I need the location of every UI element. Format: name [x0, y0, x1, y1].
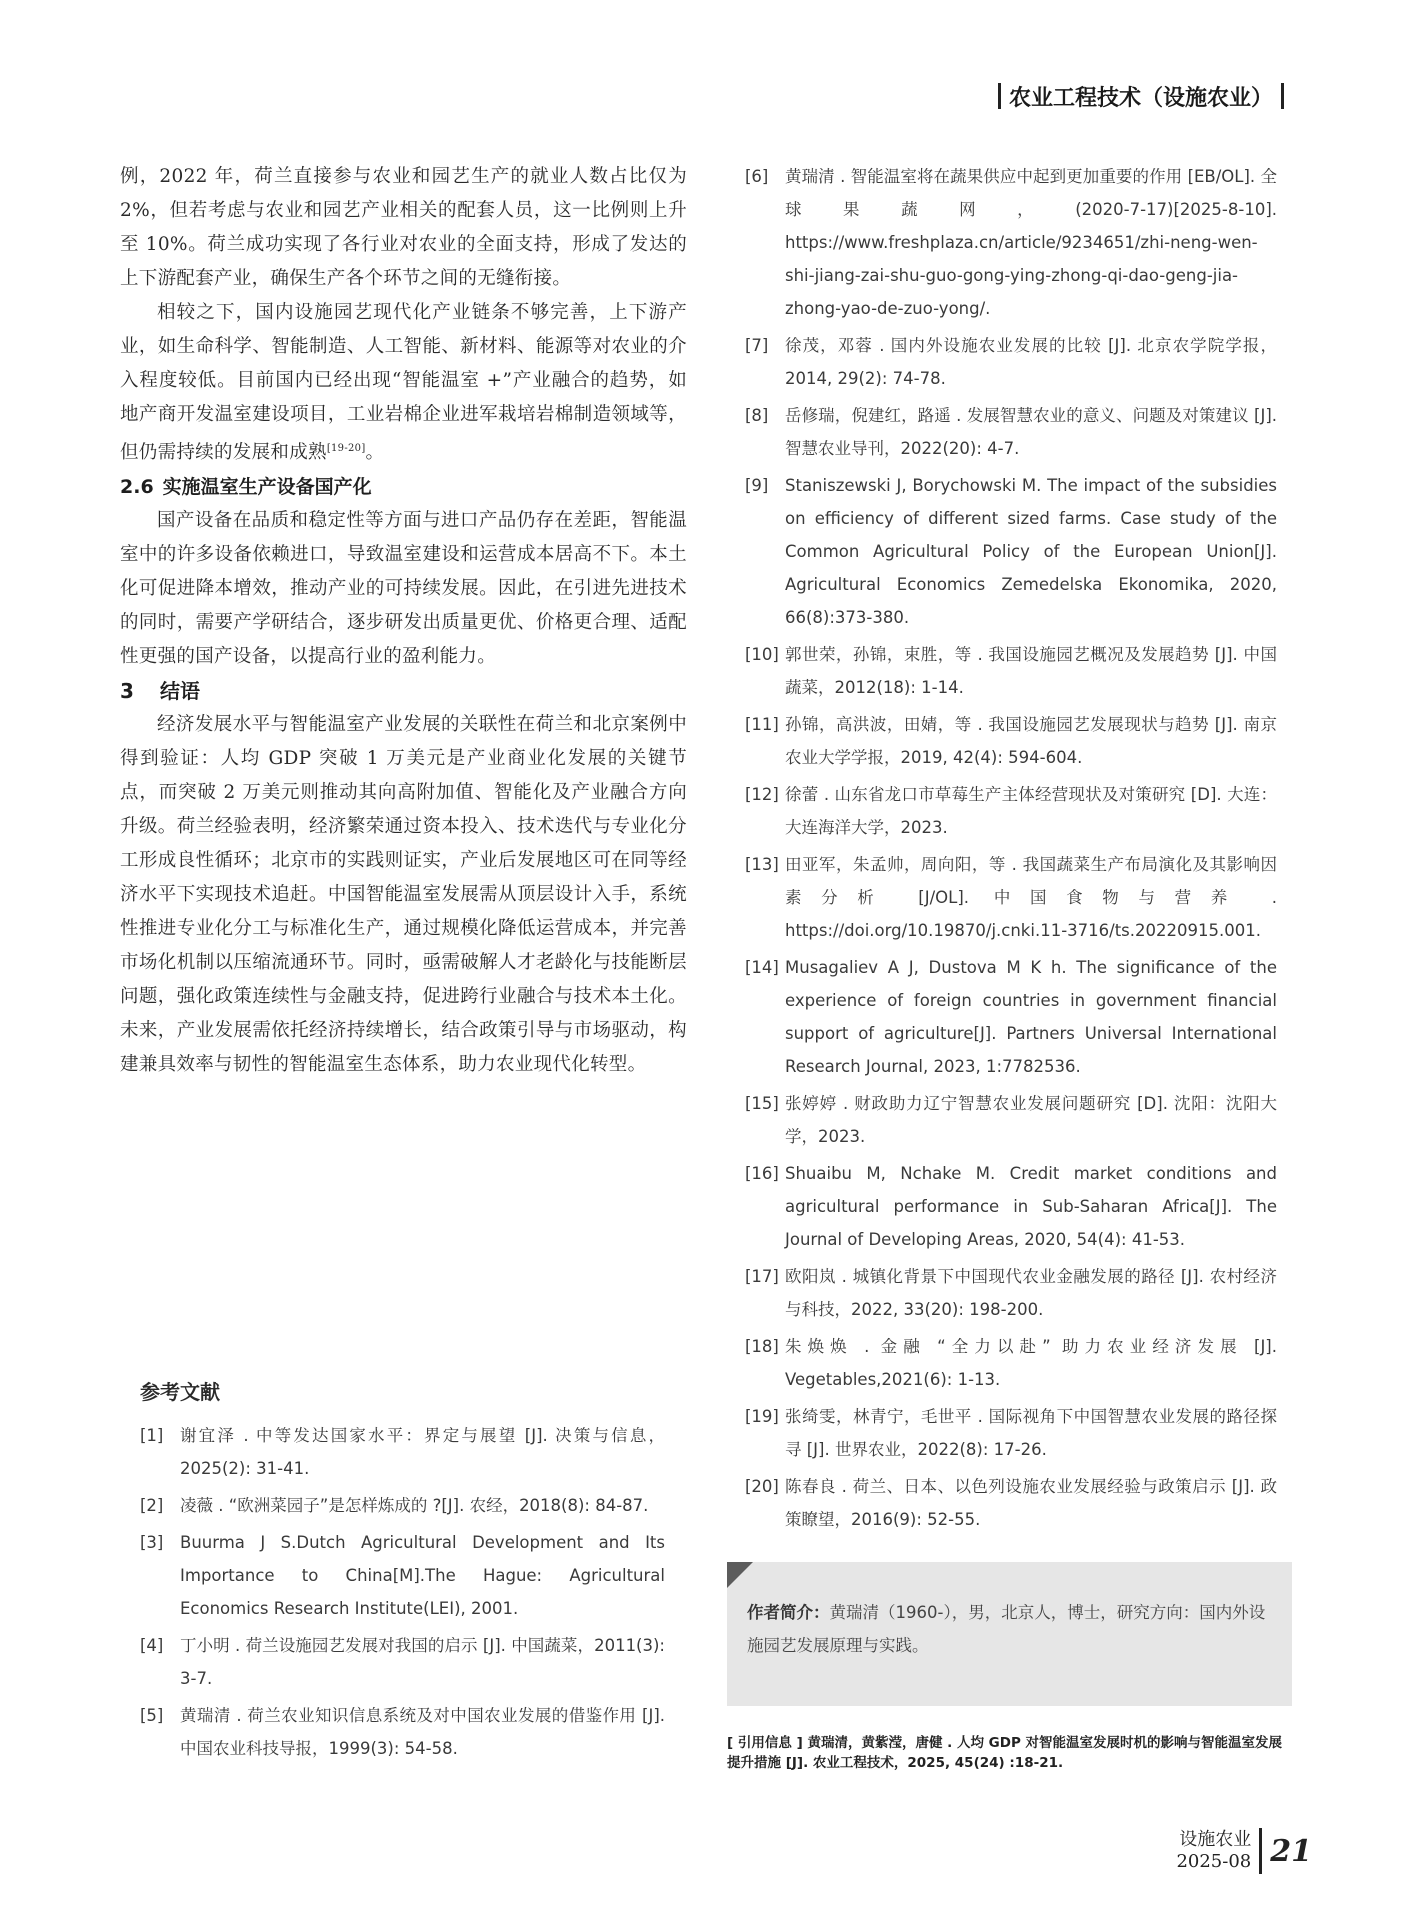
reference-text: 郭世荣，孙锦，束胜，等 . 我国设施园艺概况及发展趋势 [J]. 中国蔬菜，2012(18): 1-14.	[785, 645, 1277, 697]
page-number: 21	[1270, 1833, 1312, 1869]
reference-item	[745, 951, 1277, 1083]
reference-number: [4]	[140, 1636, 164, 1655]
corner-triangle-decoration	[727, 1562, 753, 1588]
reference-number: [3]	[140, 1533, 164, 1552]
reference-item	[745, 1260, 1277, 1326]
reference-item	[745, 1400, 1277, 1466]
reference-number: [17]	[745, 1267, 779, 1286]
reference-text: 田亚军，朱孟帅，周向阳，等 . 我国蔬菜生产布局演化及其影响因素分析 [J/OL]. 中国食物与营养 . https://doi.org/10.19870/j.cnki.11-3716/ts.20220915.001.	[785, 855, 1277, 940]
section-heading-2-6	[120, 470, 687, 504]
section-number: 3	[120, 679, 134, 704]
reference-item	[745, 638, 1277, 704]
reference-item	[745, 708, 1277, 774]
reference-item	[120, 1489, 665, 1522]
body-paragraph-4: 经济发展水平与智能温室产业发展的关联性在荷兰和北京案例中得到验证：人均 GDP 突破 1 万美元是产业商业化发展的关键节点，而突破 2 万美元则推动其向高附加值、智能化及产业融合方向升级。荷兰经验表明，经济繁荣通过资本投入、技术迭代与专业化分工形成良性循环；北京市的实践则证实，产业后发展地区可在同等经济水平下实现技术追赶。中国智能温室发展需从顶层设计入手，系统性推进专业化分工与标准化生产，通过规模化降低运营成本，并完善市场化机制以压缩流通环节。同时，亟需破解人才老龄化与技能断层问题，强化政策连续性与金融支持，促进跨行业融合与技术本土化。未来，产业发展需依托经济持续增长，结合政策引导与市场驱动，构建兼具效率与韧性的智能温室生态体系，助力农业现代化转型。	[120, 714, 687, 1076]
reference-text: 岳修瑞，倪建红，路遥 . 发展智慧农业的意义、问题及对策建议 [J]. 智慧农业导刊，2022(20): 4-7.	[785, 406, 1277, 458]
reference-text: Staniszewski J, Borychowski M. The impact of the subsidies on efficiency of different sized farms. Case study of the Common Agricultural Policy of the European Union[J]. Agricultural Economics Zemedelska Ekonomika, 2020, 66(8):373-380.	[785, 476, 1277, 627]
reference-number: [8]	[745, 406, 769, 425]
footer-journal-name: 设施农业	[1179, 1829, 1252, 1850]
body-text-column	[120, 160, 687, 1082]
reference-number: [5]	[140, 1706, 164, 1725]
body-paragraph-1: 例，2022 年，荷兰直接参与农业和园艺生产的就业人数占比仅为 2%，但若考虑与农业和园艺产业相关的配套人员，这一比例则上升至 10%。荷兰成功实现了各行业对农业的全面支持，形成了发达的上下游配套产业，确保生产各个环节之间的无缝衔接。	[120, 166, 687, 289]
page-footer	[1176, 1826, 1312, 1876]
reference-text: 丁小明 . 荷兰设施园艺发展对我国的启示 [J]. 中国蔬菜，2011(3): 3-7.	[180, 1636, 665, 1688]
reference-item	[745, 329, 1277, 395]
reference-text: Musagaliev A J, Dustova M K h. The significance of the experience of foreign countries in government financial support of agriculture[J]. Partners Universal International Research Journal, 2023, 1:7782536.	[785, 958, 1277, 1076]
reference-item	[120, 1699, 665, 1765]
reference-number: [20]	[745, 1477, 779, 1496]
footer-divider	[1259, 1828, 1262, 1874]
reference-item	[745, 1330, 1277, 1396]
author-bio	[747, 1596, 1272, 1662]
section-number: 2.6	[120, 476, 154, 499]
reference-item	[120, 1526, 665, 1625]
reference-item	[120, 1419, 665, 1485]
reference-item	[745, 1087, 1277, 1153]
reference-number: [19]	[745, 1407, 779, 1426]
reference-text: 张绮雯，林青宁，毛世平 . 国际视角下中国智慧农业发展的路径探寻 [J]. 世界农业，2022(8): 17-26.	[785, 1407, 1277, 1459]
section-heading-3	[120, 674, 687, 708]
citation-superscript: [19-20]	[326, 443, 366, 454]
author-bio-label: 作者简介：	[747, 1603, 830, 1622]
reference-text: 朱焕焕 . 金融 “全力以赴” 助力农业经济发展 [J]. Vegetables,2021(6): 1-13.	[785, 1337, 1277, 1389]
reference-text: 黄瑞清 . 智能温室将在蔬果供应中起到更加重要的作用 [EB/OL]. 全球果蔬网，(2020-7-17)[2025-8-10]. https://www.freshplaza.cn/article/9234651/zhi-neng-wen-shi-jiang-zai-shu-guo-gong-ying-zhong-qi-dao-geng-jia-zhong-yao-de-zuo-yong/.	[785, 167, 1277, 318]
reference-item	[745, 1157, 1277, 1256]
body-paragraph-2-end: 。	[365, 442, 385, 464]
body-paragraph-2	[120, 296, 687, 470]
reference-number: [6]	[745, 167, 769, 186]
author-bio-box	[727, 1562, 1292, 1706]
reference-item	[745, 778, 1277, 844]
reference-item	[745, 160, 1277, 325]
reference-number: [15]	[745, 1094, 779, 1113]
citation-info: [ 引用信息 ] 黄瑞清，黄紫滢，唐健 . 人均 GDP 对智能温室发展时机的影响与智能温室发展提升措施 [J]. 农业工程技术，2025, 45(24) :18-21.	[727, 1735, 1283, 1771]
reference-number: [10]	[745, 645, 779, 664]
reference-text: 陈春良 . 荷兰、日本、以色列设施农业发展经验与政策启示 [J]. 政策瞭望，2016(9): 52-55.	[785, 1477, 1277, 1529]
body-paragraph-2-text: 相较之下，国内设施园艺现代化产业链条不够完善，上下游产业，如生命科学、智能制造、人工智能、新材料、能源等对农业的介入程度较低。目前国内已经出现“智能温室 +”产业融合的趋势，如地产商开发温室建设项目，工业岩棉企业进军栽培岩棉制造领域等，但仍需持续的发展和成熟	[120, 302, 687, 464]
reference-text: 徐茂，邓蓉 . 国内外设施农业发展的比较 [J]. 北京农学院学报，2014, 29(2): 74-78.	[785, 336, 1277, 388]
references-left-column	[120, 1375, 665, 1769]
reference-text: Buurma J S.Dutch Agricultural Development and Its Importance to China[M].The Hague: Agricultural Economics Research Institute(LEI), 2001.	[180, 1533, 665, 1618]
header-section-title: 农业工程技术（设施农业）	[1008, 85, 1273, 111]
reference-item	[745, 399, 1277, 465]
reference-text: Shuaibu M, Nchake M. Credit market conditions and agricultural performance in Sub-Saharan Africa[J]. The Journal of Developing Areas, 2020, 54(4): 41-53.	[785, 1164, 1277, 1249]
header-divider-right	[1281, 83, 1284, 109]
reference-number: [1]	[140, 1426, 164, 1445]
reference-item	[745, 848, 1277, 947]
reference-text: 凌薇 . “欧洲菜园子”是怎样炼成的 ?[J]. 农经，2018(8): 84-87.	[180, 1496, 649, 1515]
reference-text: 欧阳岚 . 城镇化背景下中国现代农业金融发展的路径 [J]. 农村经济与科技，2022, 33(20): 198-200.	[785, 1267, 1277, 1319]
reference-number: [9]	[745, 476, 769, 495]
footer-issue: 2025-08	[1176, 1851, 1252, 1872]
reference-item	[745, 1470, 1277, 1536]
references-right-column	[745, 160, 1277, 1540]
reference-number: [12]	[745, 785, 779, 804]
section-title: 结语	[160, 679, 200, 704]
reference-number: [2]	[140, 1496, 164, 1515]
footer-journal-info	[1176, 1829, 1251, 1873]
reference-number: [7]	[745, 336, 769, 355]
reference-item	[120, 1629, 665, 1695]
reference-number: [13]	[745, 855, 779, 874]
running-header	[990, 76, 1292, 116]
header-divider-left	[998, 83, 1001, 109]
reference-number: [14]	[745, 958, 779, 977]
reference-text: 谢宜泽 . 中等发达国家水平：界定与展望 [J]. 决策与信息，2025(2): 31-41.	[180, 1426, 665, 1478]
reference-number: [16]	[745, 1164, 779, 1183]
reference-item	[745, 469, 1277, 634]
body-paragraph-3: 国产设备在品质和稳定性等方面与进口产品仍存在差距，智能温室中的许多设备依赖进口，导致温室建设和运营成本居高不下。本土化可促进降本增效，推动产业的可持续发展。因此，在引进先进技术的同时，需要产学研结合，逐步研发出质量更优、价格更合理、适配性更强的国产设备，以提高行业的盈利能力。	[120, 510, 687, 668]
reference-text: 张婷婷 . 财政助力辽宁智慧农业发展问题研究 [D]. 沈阳：沈阳大学，2023.	[785, 1094, 1277, 1146]
reference-text: 孙锦，高洪波，田婧，等 . 我国设施园艺发展现状与趋势 [J]. 南京农业大学学报，2019, 42(4): 594-604.	[785, 715, 1277, 767]
author-bio-text: 黄瑞清（1960-），男，北京人，博士，研究方向：国内外设施园艺发展原理与实践。	[747, 1603, 1266, 1655]
references-title: 参考文献	[140, 1380, 220, 1404]
reference-text: 徐蕾 . 山东省龙口市草莓生产主体经营现状及对策研究 [D]. 大连：大连海洋大学，2023.	[785, 785, 1277, 837]
section-title: 实施温室生产设备国产化	[162, 476, 372, 499]
reference-number: [18]	[745, 1337, 779, 1356]
reference-number: [11]	[745, 715, 779, 734]
reference-text: 黄瑞清 . 荷兰农业知识信息系统及对中国农业发展的借鉴作用 [J]. 中国农业科技导报，1999(3): 54-58.	[180, 1706, 665, 1758]
